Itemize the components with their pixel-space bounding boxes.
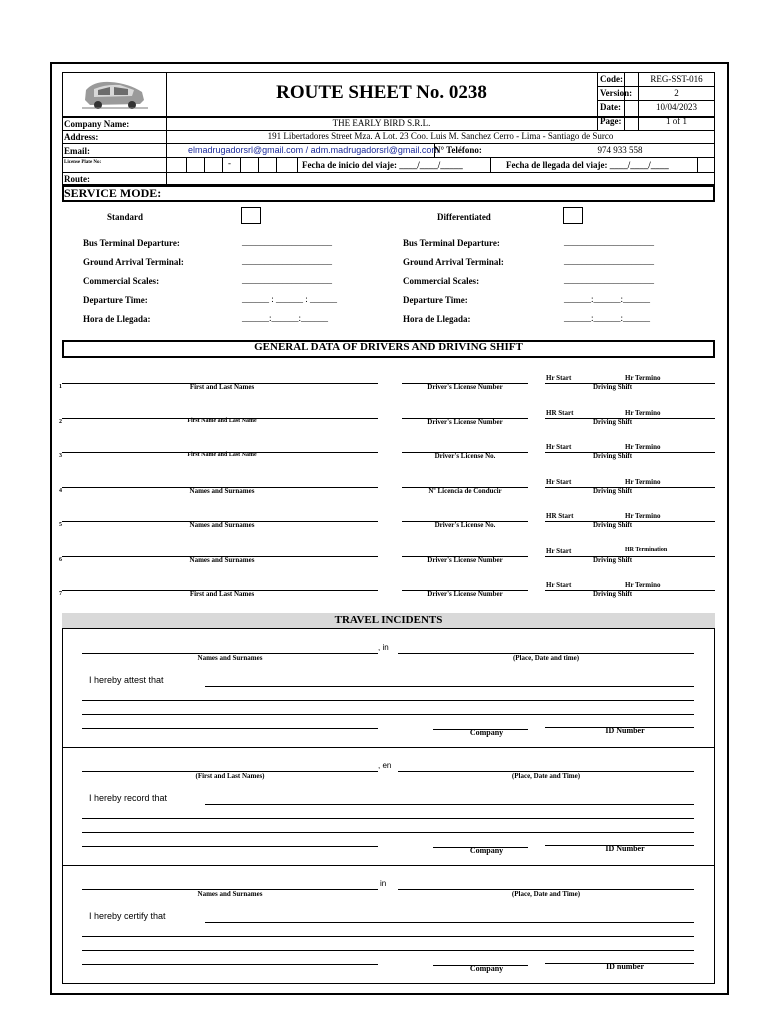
- driver-license-label[interactable]: Driver's License Number: [427, 418, 503, 426]
- svc-left-value[interactable]: ____________________: [242, 275, 332, 285]
- shift-end-label[interactable]: Hr Termino: [625, 374, 661, 382]
- driver-name-label[interactable]: First and Last Names: [189, 383, 255, 391]
- svc-right-label: Commercial Scales:: [403, 276, 480, 286]
- email-label: Email:: [64, 146, 90, 156]
- company-name-label: Company Name:: [64, 119, 130, 129]
- plate-label: License Plate No:: [64, 160, 102, 165]
- incident-in-word: in: [380, 879, 387, 888]
- driving-shift-label: Driving Shift: [593, 452, 633, 460]
- svc-right-label: Departure Time:: [403, 295, 468, 305]
- driving-shift-label: Driving Shift: [593, 590, 633, 598]
- svc-right-value[interactable]: ______:______:______: [564, 294, 651, 304]
- driver-license-label[interactable]: Driver's License Number: [427, 556, 503, 564]
- driver-number: 6: [59, 557, 62, 563]
- shift-end-label[interactable]: HR Termination: [625, 547, 668, 553]
- standard-checkbox[interactable]: [241, 207, 261, 224]
- arrival-date-label[interactable]: Fecha de llegada del viaje: ____/____/____: [506, 160, 669, 170]
- shift-end-label[interactable]: Hr Termino: [625, 443, 661, 451]
- shift-start-label[interactable]: Hr Start: [546, 478, 572, 486]
- driving-shift-label: Driving Shift: [593, 521, 633, 529]
- incident-id-label[interactable]: ID Number: [605, 726, 645, 735]
- svc-right-value[interactable]: ____________________: [564, 256, 654, 266]
- shift-start-label[interactable]: Hr Start: [546, 374, 572, 382]
- shift-start-label[interactable]: Hr Start: [546, 581, 572, 589]
- incident-statement: I hereby certify that: [89, 911, 166, 921]
- driver-license-label[interactable]: Driver's License No.: [434, 521, 496, 529]
- driving-shift-label: Driving Shift: [593, 418, 633, 426]
- address-label: Address:: [64, 132, 99, 142]
- incident-in-word: , en: [378, 761, 392, 770]
- shift-start-label[interactable]: HR Start: [546, 512, 574, 520]
- driver-license-label[interactable]: Driver's License Number: [427, 590, 503, 598]
- driving-shift-label: Driving Shift: [593, 383, 633, 391]
- meta-version-label: Version:: [600, 88, 633, 98]
- incident-id-label[interactable]: ID number: [605, 962, 644, 971]
- drivers-section-title: GENERAL DATA OF DRIVERS AND DRIVING SHIFT: [254, 341, 523, 353]
- incident-place-label[interactable]: (Place, Date and time): [512, 654, 580, 662]
- driver-number: 7: [59, 591, 62, 597]
- incident-id-label[interactable]: ID Number: [605, 844, 645, 853]
- meta-date-label: Date:: [600, 102, 621, 112]
- phone-label: N° Teléfono:: [434, 145, 482, 155]
- driver-license-label[interactable]: Driver's License No.: [434, 452, 496, 460]
- driver-name-label[interactable]: First and Last Names: [189, 590, 255, 598]
- email-link[interactable]: elmadrugadorsrl@gmail.com / adm.madrugadorsrl@gmail.com: [188, 145, 439, 155]
- driver-license-label[interactable]: Nº Licencia de Conducir: [428, 487, 502, 495]
- svc-left-label: Bus Terminal Departure:: [83, 238, 180, 248]
- svc-left-label: Commercial Scales:: [83, 276, 160, 286]
- driver-name-label[interactable]: Names and Surnames: [189, 556, 255, 564]
- svc-left-label: Departure Time:: [83, 295, 148, 305]
- svc-left-value[interactable]: ____________________: [242, 256, 332, 266]
- company-name: THE EARLY BIRD S.R.L.: [332, 118, 431, 128]
- shift-start-label[interactable]: Hr Start: [546, 443, 572, 451]
- incident-place-label[interactable]: (Place, Date and Time): [511, 772, 581, 780]
- incident-in-word: , in: [378, 643, 389, 652]
- shift-end-label[interactable]: Hr Termino: [625, 512, 661, 520]
- incident-statement: I hereby record that: [89, 793, 168, 803]
- shift-start-label[interactable]: Hr Start: [546, 547, 572, 555]
- address-value: 191 Libertadores Street Mza. A Lot. 23 Coo. Luis M. Sanchez Cerro - Lima - Santiago de Surco: [267, 131, 614, 141]
- shift-start-label[interactable]: HR Start: [546, 409, 574, 417]
- incident-company-label[interactable]: Company: [469, 846, 504, 855]
- meta-page-label: Page:: [600, 116, 622, 126]
- driver-number: 2: [59, 419, 62, 425]
- meta-version-value: 2: [674, 88, 679, 98]
- svc-right-label: Bus Terminal Departure:: [403, 238, 500, 248]
- driver-number: 5: [59, 522, 62, 528]
- incident-place-label[interactable]: (Place, Date and Time): [511, 890, 581, 898]
- page-title: ROUTE SHEET No. 0238: [276, 82, 487, 103]
- meta-code-label: Code:: [600, 74, 623, 84]
- driver-number: 1: [59, 384, 62, 390]
- shift-end-label[interactable]: Hr Termino: [625, 581, 661, 589]
- standard-label: Standard: [107, 212, 144, 222]
- service-mode-title: SERVICE MODE:: [64, 186, 162, 200]
- driving-shift-label: Driving Shift: [593, 556, 633, 564]
- svc-left-label: Hora de Llegada:: [83, 314, 151, 324]
- svc-left-value[interactable]: ____________________: [242, 237, 332, 247]
- driver-name-label[interactable]: First Name and Last Name: [187, 418, 257, 424]
- route-label: Route:: [64, 174, 90, 184]
- svc-right-value[interactable]: ____________________: [564, 237, 654, 247]
- svc-right-value[interactable]: ____________________: [564, 275, 654, 285]
- start-date-label[interactable]: Fecha de inicio del viaje: ____/____/_____: [302, 160, 463, 170]
- shift-end-label[interactable]: Hr Termino: [625, 478, 661, 486]
- incident-company-label[interactable]: Company: [469, 728, 504, 737]
- svc-right-value[interactable]: ______:______:______: [564, 313, 651, 323]
- bus-logo-icon: [80, 78, 150, 112]
- driver-license-label[interactable]: Driver's License Number: [427, 383, 503, 391]
- incident-company-label[interactable]: Company: [469, 964, 504, 973]
- driver-name-label[interactable]: Names and Surnames: [189, 521, 255, 529]
- svc-right-label: Ground Arrival Terminal:: [403, 257, 504, 267]
- svc-left-label: Ground Arrival Terminal:: [83, 257, 184, 267]
- plate-dash: -: [228, 158, 231, 168]
- incidents-title: TRAVEL INCIDENTS: [334, 614, 443, 626]
- driving-shift-label: Driving Shift: [593, 487, 633, 495]
- driver-number: 4: [59, 488, 62, 494]
- incident-name-label[interactable]: Names and Surnames: [197, 654, 263, 662]
- svc-left-value[interactable]: ______ : ______ : ______: [242, 294, 338, 304]
- meta-code-value: REG-SST-016: [650, 74, 703, 84]
- incident-name-label[interactable]: Names and Surnames: [197, 890, 263, 898]
- meta-page-value: 1 of 1: [666, 116, 687, 126]
- phone-value: 974 933 558: [597, 145, 643, 155]
- driver-name-label[interactable]: First Name and Last Name: [187, 452, 257, 458]
- incident-statement: I hereby attest that: [89, 675, 164, 685]
- driver-number: 3: [59, 453, 62, 459]
- driver-name-label[interactable]: Names and Surnames: [189, 487, 255, 495]
- differentiated-checkbox[interactable]: [563, 207, 583, 224]
- incident-name-label[interactable]: (First and Last Names): [195, 772, 265, 780]
- shift-end-label[interactable]: Hr Termino: [625, 409, 661, 417]
- differentiated-label: Differentiated: [437, 212, 491, 222]
- svc-right-label: Hora de Llegada:: [403, 314, 471, 324]
- svc-left-value[interactable]: ______:______:______: [242, 313, 329, 323]
- meta-date-value: 10/04/2023: [655, 102, 697, 112]
